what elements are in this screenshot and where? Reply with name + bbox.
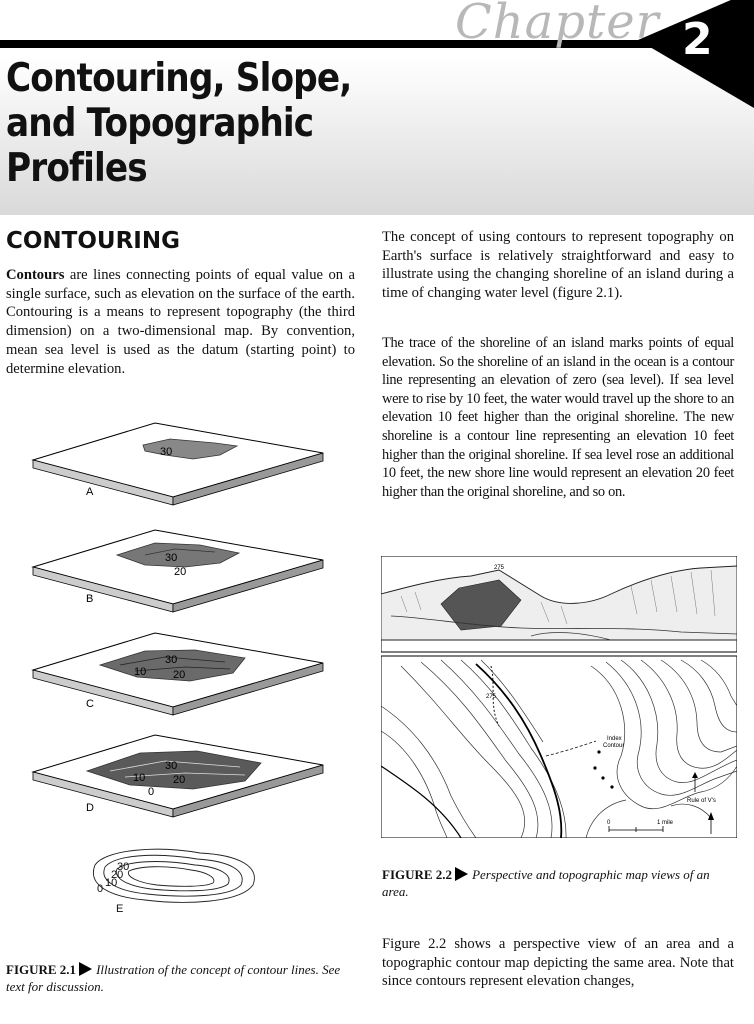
figure-2-2 (381, 556, 737, 838)
figure-2-1-caption-text: Illustration of the concept of contour lines. See text for discussion. (6, 962, 341, 994)
scale-zero-label: 0 (607, 820, 611, 826)
right-paragraph-2: The trace of the shoreline of an island marks points of equal elevation. So the shoreline of an island in the ocean is a contour line representing an elevation of zero (sea level). If sea level were to rise by 10 feet, the water would travel up the shore to an elevation 10 feet higher than the original shoreline. The new shoreline is a contour line representing an elevation 10 feet higher than the original shoreline. If sea level rose an additional 10 feet, the new shore line would represent an elevation 20 feet higher than the original shoreline, and so on. (382, 335, 734, 500)
panel-e-letter: E (116, 903, 124, 915)
panel-c-label-10: 10 (134, 666, 147, 678)
panel-e-label-0: 0 (97, 883, 104, 895)
panel-d-label-10: 10 (133, 772, 146, 784)
panel-b (33, 530, 323, 612)
panel-b-letter: B (86, 593, 94, 605)
chapter-word: Chapter (455, 0, 660, 50)
panel-c-label-20: 20 (173, 669, 186, 681)
index-contour-label-line-1: Index (607, 736, 622, 742)
section-heading: CONTOURING (6, 228, 180, 254)
chapter-title (6, 56, 376, 191)
right-paragraph-1: The concept of using contours to represent topography on Earth's surface is relatively straightforward and easy to illustrate using the changing shoreline of an island during a time of changing water level (figure 2.1). (382, 229, 734, 302)
title-line-2: and Topographic (6, 101, 314, 146)
panel-e (93, 849, 254, 915)
panel-b-label-30: 30 (165, 552, 178, 564)
left-paragraph-intro (6, 266, 355, 378)
chapter-number: 2 (682, 14, 713, 65)
panel-e-label-20: 20 (111, 869, 124, 881)
figure-2-2-caption (382, 866, 734, 900)
contour-map-view (381, 656, 737, 838)
figure-2-2-number: FIGURE 2.2 (382, 867, 453, 882)
map-peak-label: 275 (486, 694, 497, 700)
intro-text: are lines connecting points of equal value on a single surface, such as elevation on the surface of the earth. Contouring is a means to represent topography (the third dimension) on a two-dimensional map. By convention, mean sea level is used as the datum (starting point) to determine elevation. (6, 267, 355, 377)
perspective-peak-label: 275 (494, 565, 505, 571)
panel-d (33, 735, 323, 817)
panel-a (33, 423, 323, 505)
panel-a-label-30: 30 (160, 446, 173, 458)
panel-e-label-30: 30 (117, 861, 130, 873)
panel-a-letter: A (86, 486, 94, 498)
title-line-3: Profiles (6, 146, 147, 191)
panel-c-label-30: 30 (165, 654, 178, 666)
panel-b-label-20: 20 (174, 566, 187, 578)
perspective-view (381, 556, 737, 652)
panel-d-label-20: 20 (173, 774, 186, 786)
caption-arrow-icon (79, 962, 92, 976)
panel-c (33, 633, 323, 715)
panel-d-label-0: 0 (148, 786, 155, 798)
panel-d-label-30: 30 (165, 760, 178, 772)
caption-arrow-icon (455, 867, 468, 881)
term-contours: Contours (6, 267, 65, 283)
index-contour-label-line-2: Contour (603, 743, 625, 749)
title-line-1: Contouring, Slope, (6, 56, 352, 101)
figure-2-1 (25, 415, 335, 925)
panel-d-letter: D (86, 802, 94, 814)
right-paragraph-3: Figure 2.2 shows a perspective view of an area and a topographic contour map depicting the same area. Note that since contours represent elevation changes, (382, 936, 734, 990)
rule-of-vs-label: Rule of V's (687, 798, 716, 804)
figure-2-1-number: FIGURE 2.1 (6, 962, 77, 977)
panel-c-letter: C (86, 698, 94, 710)
scale-mile-label: 1 mile (657, 820, 674, 826)
figure-2-2-caption-text: Perspective and topographic map views of an area. (382, 867, 710, 899)
figure-2-1-caption (6, 961, 356, 995)
panel-e-label-10: 10 (105, 877, 118, 889)
